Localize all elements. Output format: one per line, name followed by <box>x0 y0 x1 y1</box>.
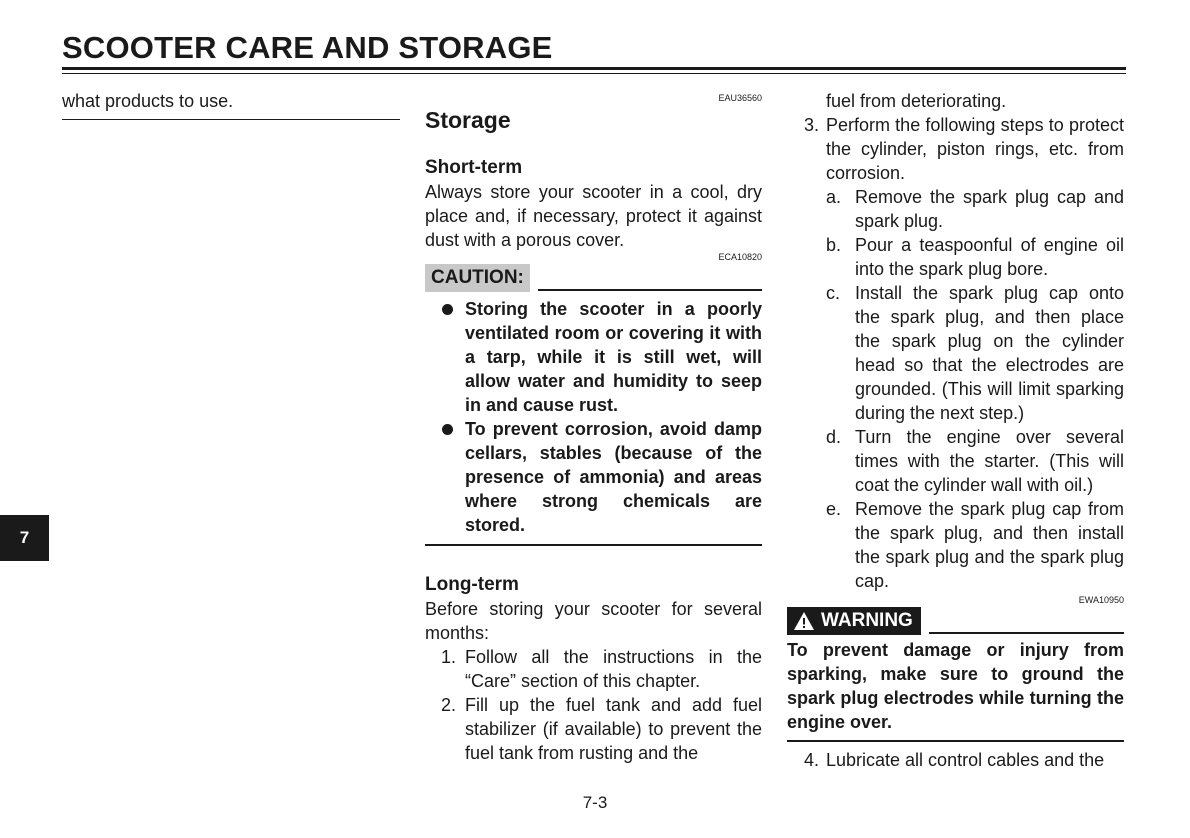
caution-rule <box>538 289 762 291</box>
page-number: 7-3 <box>582 793 608 812</box>
substep-item <box>787 281 1124 425</box>
step-item <box>787 113 1124 185</box>
bullet-icon <box>442 304 453 315</box>
warning-code: EWA10950 <box>1078 595 1124 605</box>
warning-label-box <box>787 607 921 635</box>
chapter-tab: 7 <box>0 515 49 561</box>
section-title-storage: Storage <box>425 107 511 133</box>
step-text: Perform the following steps to protect the cylinder, piston rings, etc. from corrosion. <box>826 115 1124 183</box>
short-term-text: Always store your scooter in a cool, dry place and, if necessary, protect it against dust with a porous cover. <box>425 182 762 250</box>
step-text: Follow all the instructions in the “Care” section of this chapter. <box>465 647 762 691</box>
step-number: 1. <box>441 647 457 667</box>
step-item <box>425 645 762 693</box>
section-code: EAU36560 <box>718 93 762 103</box>
step-number: 2. <box>441 695 457 715</box>
substep-label: b. <box>826 235 842 255</box>
substep-item <box>787 185 1124 233</box>
section-end-rule <box>62 119 400 120</box>
caution-item: To prevent corrosion, avoid damp cellars, stables (because of the presence of ammonia) and areas where strong chemicals are stored. <box>425 417 762 537</box>
subheading-long-term: Long-term <box>425 574 519 595</box>
long-term-intro: Before storing your scooter for several months: <box>425 599 762 643</box>
step-number: 3. <box>804 115 820 135</box>
substep-item <box>787 425 1124 497</box>
step-item <box>787 748 1124 772</box>
caution-end-rule <box>425 544 762 546</box>
substep-item <box>787 233 1124 281</box>
subheading-short-term: Short-term <box>425 157 523 178</box>
warning-label: WARNING <box>821 610 913 631</box>
substep-text: Install the spark plug cap onto the spark plug, and then place the spark plug on the cylinder head so that the electrodes are grounded. (This will limit sparking during the next step.) <box>855 283 1124 423</box>
warning-text: To prevent damage or injury from sparking, make sure to ground the spark plug electrodes while turning the engine over. <box>787 640 1124 732</box>
substep-label: c. <box>826 283 841 303</box>
substep-text: Remove the spark plug cap and spark plug. <box>855 187 1124 231</box>
step-item <box>425 693 762 765</box>
caution-list <box>425 297 762 537</box>
continuation-text: fuel from deteriorating. <box>826 91 1007 111</box>
warning-rule <box>929 632 1124 634</box>
substep-item <box>787 497 1124 593</box>
header-rule <box>62 67 1126 70</box>
caution-item: Storing the scooter in a poorly ventilated room or covering it with a tarp, while it is still wet, will allow water and humidity to seep in and cause rust. <box>425 297 762 417</box>
caution-label: CAUTION: <box>425 264 530 292</box>
warning-end-rule <box>787 740 1124 742</box>
column-right <box>787 89 1124 772</box>
substep-text: Pour a teaspoonful of engine oil into the spark plug bore. <box>855 235 1124 279</box>
step-number: 4. <box>804 750 820 770</box>
continuation-text: what products to use. <box>62 91 234 111</box>
step-text: Lubricate all control cables and the <box>826 750 1105 770</box>
substep-label: e. <box>826 499 842 519</box>
bullet-icon <box>442 424 453 435</box>
caution-header <box>425 264 762 292</box>
column-left <box>62 89 400 120</box>
warning-triangle-icon <box>793 611 815 631</box>
page-header-title: SCOOTER CARE AND STORAGE <box>62 30 553 65</box>
substep-text: Turn the engine over several times with the starter. (This will coat the cylinder wall with oil.) <box>855 427 1124 495</box>
substep-text: Remove the spark plug cap from the spark plug, and then install the spark plug and the spark plug cap. <box>855 499 1124 591</box>
step-text: Fill up the fuel tank and add fuel stabilizer (if available) to prevent the fuel tank from rusting and the <box>465 695 762 763</box>
caution-code: ECA10820 <box>718 252 762 262</box>
header-rule-thin <box>62 73 1126 74</box>
column-middle <box>425 89 762 765</box>
warning-header <box>787 607 1124 635</box>
substep-label: d. <box>826 427 842 447</box>
substep-label: a. <box>826 187 842 207</box>
